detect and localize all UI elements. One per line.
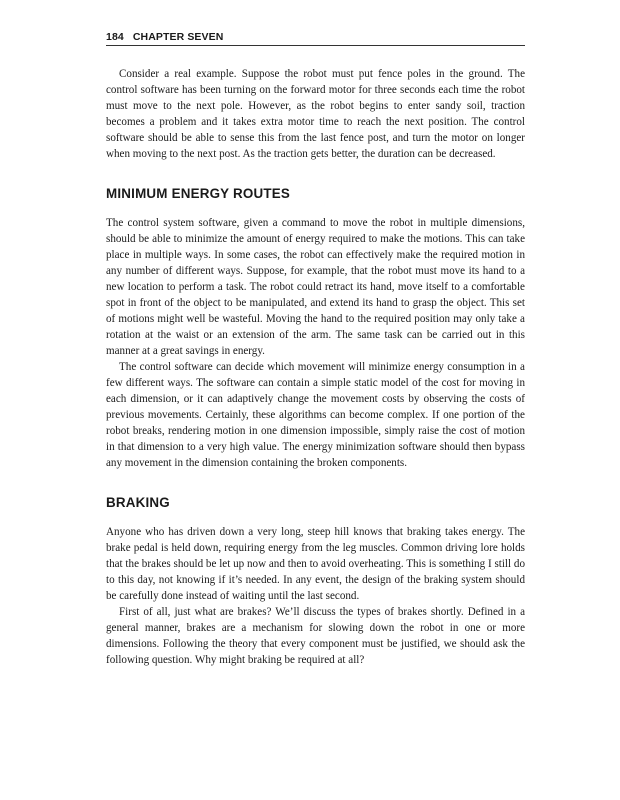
running-header [106, 30, 525, 46]
intro-paragraph: Consider a real example. Suppose the robot must put fence poles in the ground. The control software has been turning on the forward motor for three seconds each time the robot must move to the next pole. However, as the robot begins to enter sandy soil, traction becomes a problem and it takes extra motor time to reach the next position. The control software should be able to sense this from the last fence post, and turn the motor on longer when moving to the next post. As the traction gets better, the duration can be decreased. [106, 68, 525, 160]
paragraph: The control system software, given a command to move the robot in multiple dimensions, should be able to minimize the amount of energy required to make the motions. This can take place in multiple ways. In some cases, the robot can effectively make the required motion in any number of different ways. Suppose, for example, that the robot must move its hand to a new location to perform a task. The robot could retract its hand, move itself to a comfortable spot in front of the object to be manipulated, and extend its hand to grasp the object. This set of motions might well be wasteful. Moving the hand to the required position may only take a rotation at the waist or an extension of the arm. The same task can be carried out in this manner at a great savings in energy. [106, 217, 525, 357]
paragraph: First of all, just what are brakes? We’ll discuss the types of brakes shortly. Defined in a general manner, brakes are a mechanism for slowing down the robot in one or more dimensions. Following the theory that every component must be justified, we should ask the following question. Why might braking be required at all? [106, 606, 525, 666]
body-text [106, 66, 525, 668]
paragraph: Anyone who has driven down a very long, steep hill knows that braking takes energy. The brake pedal is held down, requiring energy from the leg muscles. Common driving lore holds that the brakes should be let up now and then to avoid overheating. This is something I still do to this day, not knowing if it’s needed. In any event, the design of the braking system should be carefully done instead of waiting until the last second. [106, 526, 525, 602]
page-number: 184 [106, 31, 124, 43]
section-heading-minimum-energy-routes: MINIMUM ENERGY ROUTES [106, 186, 290, 201]
section-heading-braking: BRAKING [106, 495, 170, 510]
chapter-title: CHAPTER SEVEN [132, 31, 224, 43]
paragraph: The control software can decide which movement will minimize energy consumption in a few different ways. The software can contain a simple static model of the cost for moving in each dimension, or it can adaptively change the movement costs by observing the costs of previous movements. Certainly, these algorithms can become complex. If one portion of the robot breaks, rendering motion in one dimension impossible, simply raise the cost of motion in that dimension to a very high value. The energy minimization software should then bypass any movement in the dimension containing the broken components. [106, 361, 525, 469]
